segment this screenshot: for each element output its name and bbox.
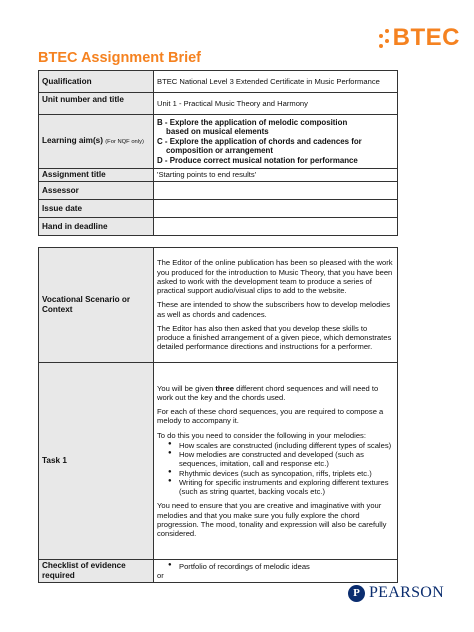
unit-value: Unit 1 - Practical Music Theory and Harmony	[154, 93, 398, 115]
scenario-paragraph: The Editor of the online publication has been so pleased with the work you produced for the introduction to Music Theory, that you have been asked to work with the development team to produce a series of practical support audio/visual clips to add to the website.	[157, 258, 393, 296]
hand-in-value	[154, 218, 398, 236]
aim-c-line1: C - Explore the application of chords and cadences for	[157, 136, 362, 146]
task-row	[39, 363, 398, 560]
list-item: ● Writing for specific instruments and exploring different textures (such as string quartet, backing vocals etc.)	[179, 478, 394, 497]
scenario-paragraph: The Editor has also then asked that you develop these skills to produce a finished arrangement of a given piece, which demonstrates detailed performance directions and instructions for a performer.	[157, 323, 392, 352]
task-content	[154, 363, 398, 560]
task-paragraph: You need to ensure that you are creative and imaginative with your melodies and that you make sure you fully explore the chord progression. The mood, tonality and expression will also be carefully considered.	[157, 501, 387, 539]
scenario-row	[39, 248, 398, 363]
learning-aims-list	[154, 115, 398, 169]
task-intro	[157, 384, 394, 403]
task-intro-emphasis: three	[215, 383, 234, 393]
checklist-row	[39, 560, 398, 583]
checklist-trailing: or	[157, 571, 164, 580]
list-item: ● Portfolio of recordings of melodic ideas	[179, 562, 394, 571]
assessor-value	[154, 182, 398, 200]
assignment-title-value: 'Starting points to end results'	[154, 169, 398, 182]
assignment-title-label: Assignment title	[39, 169, 154, 182]
pearson-logo-text: PEARSON	[368, 584, 444, 601]
qualification-row	[39, 71, 398, 93]
pearson-p-icon: P	[348, 585, 365, 602]
learning-aims-note: (For NQF only)	[105, 139, 144, 146]
assessor-label: Assessor	[39, 182, 154, 200]
task-intro-start: You will be given	[157, 383, 216, 393]
assignment-title-row	[39, 169, 398, 182]
scenario-content	[154, 248, 398, 363]
learning-aims-label-cell	[39, 115, 154, 169]
aim-b-line2: based on musical elements	[166, 127, 269, 137]
pearson-logo	[348, 584, 444, 602]
task-paragraph: For each of these chord sequences, you are required to compose a melody to accompany it.	[157, 407, 384, 426]
btec-logo	[377, 26, 460, 50]
unit-label: Unit number and title	[39, 93, 154, 115]
checklist-label: Checklist of evidence required	[39, 560, 154, 583]
hand-in-label: Hand in deadline	[39, 218, 154, 236]
unit-row	[39, 93, 398, 115]
scenario-label: Vocational Scenario or Context	[39, 248, 154, 363]
qualification-value: BTEC National Level 3 Extended Certificate in Music Performance	[154, 71, 398, 93]
assessor-row	[39, 182, 398, 200]
checklist-content	[154, 560, 398, 583]
checklist-list	[157, 562, 394, 571]
task-paragraph: To do this you need to consider the following in your melodies:	[157, 430, 366, 440]
issue-date-row	[39, 200, 398, 218]
task-bullet-list	[157, 441, 394, 497]
issue-date-value	[154, 200, 398, 218]
aim-d-line1: D - Produce correct musical notation for performance	[157, 155, 358, 165]
list-item: ● How scales are constructed (including different types of scales)	[179, 441, 394, 450]
hand-in-row	[39, 218, 398, 236]
scenario-paragraph: These are intended to show the subscribers how to develop melodies as well as chords and cadences.	[157, 300, 391, 319]
learning-aims-label: Learning aim(s)	[42, 136, 103, 146]
btec-dots-icon	[377, 27, 391, 49]
list-item: ● How melodies are constructed and developed (such as sequences, imitation, call and response etc.)	[179, 450, 394, 469]
issue-date-label: Issue date	[39, 200, 154, 218]
task-label: Task 1	[39, 363, 154, 560]
details-table	[38, 70, 398, 236]
aim-b-line1: B - Explore the application of melodic composition	[157, 117, 348, 127]
page-title: BTEC Assignment Brief	[38, 50, 202, 66]
btec-logo-text: BTEC	[392, 24, 460, 51]
list-item: ● Rhythmic devices (such as syncopation, riffs, triplets etc.)	[179, 469, 394, 478]
task-intro-end: different chord sequences and will need to work out the key and the chords used.	[157, 383, 379, 402]
aim-c-line2: composition or arrangement	[166, 146, 273, 156]
qualification-label: Qualification	[39, 71, 154, 93]
learning-aims-row	[39, 115, 398, 169]
task-table	[38, 247, 398, 583]
